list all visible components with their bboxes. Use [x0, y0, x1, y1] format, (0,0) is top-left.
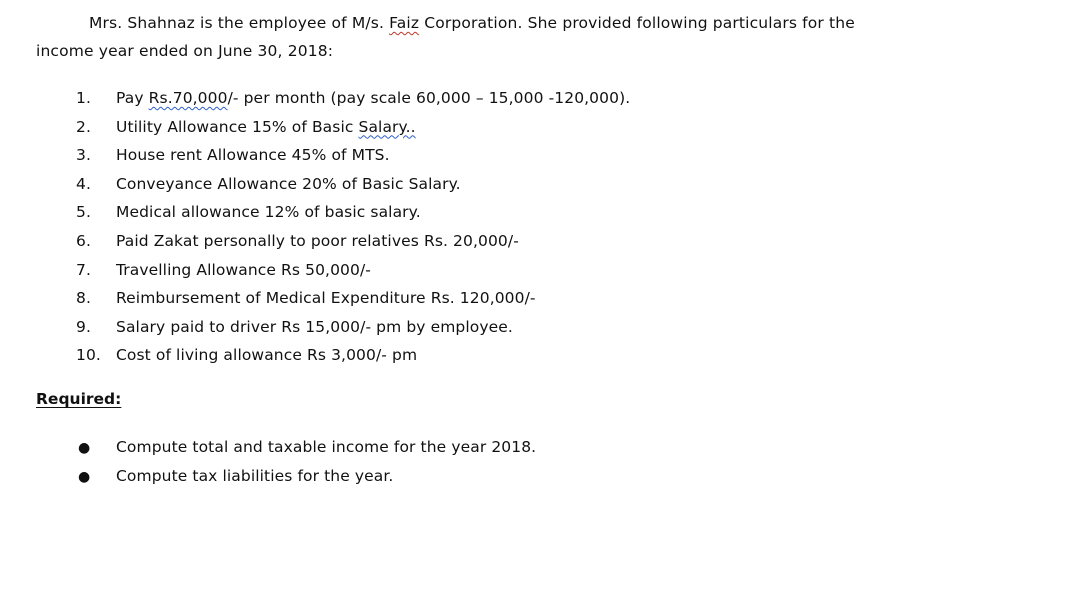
particular-item — [76, 170, 630, 199]
intro-line-1 — [36, 9, 1076, 37]
item-text: Travelling Allowance Rs 50,000/- — [116, 260, 371, 279]
item-text: Medical allowance 12% of basic salary. — [116, 203, 421, 222]
item-number: 9. — [76, 317, 91, 336]
particular-item — [76, 227, 630, 256]
grammar-flagged-text[interactable]: Salary.. — [358, 117, 416, 136]
required-item — [76, 462, 536, 491]
required-item-text: Compute tax liabilities for the year. — [116, 467, 394, 485]
item-text: Conveyance Allowance 20% of Basic Salary. — [116, 174, 461, 193]
item-number: 3. — [76, 146, 91, 165]
item-text: Cost of living allowance Rs 3,000/- pm — [116, 346, 418, 365]
item-text: Salary paid to driver Rs 15,000/- pm by employee. — [116, 317, 513, 336]
item-number: 2. — [76, 117, 91, 136]
intro-text: Mrs. Shahnaz is the employee of M/s. — [89, 14, 390, 32]
particular-item — [76, 256, 630, 285]
item-text: Pay — [116, 89, 149, 107]
particular-item — [76, 113, 630, 142]
intro-paragraph — [36, 9, 1076, 65]
item-text: House rent Allowance 45% of MTS. — [116, 146, 390, 165]
particular-item — [76, 341, 630, 370]
intro-line-2: income year ended on June 30, 2018: — [36, 42, 334, 60]
item-text: Paid Zakat personally to poor relatives Rs. 20,000/- — [116, 231, 519, 250]
particular-item — [76, 313, 630, 342]
particular-item — [76, 141, 630, 170]
item-number: 4. — [76, 174, 91, 193]
grammar-flagged-text[interactable]: Rs.70,000 — [148, 89, 228, 107]
item-number: 7. — [76, 260, 91, 279]
required-list — [76, 433, 536, 491]
bullet-icon: ● — [78, 469, 91, 485]
particular-item — [76, 284, 630, 313]
item-number: 6. — [76, 231, 91, 250]
item-text: /- per month (pay scale 60,000 – 15,000 -120,000). — [227, 89, 631, 107]
required-item — [76, 433, 536, 462]
bullet-icon: ● — [78, 440, 91, 456]
spelling-flagged-word[interactable]: Faiz — [389, 14, 420, 32]
item-text: Reimbursement of Medical Expenditure Rs. 120,000/- — [116, 289, 536, 308]
required-item-text: Compute total and taxable income for the year 2018. — [116, 438, 537, 456]
particular-item — [76, 84, 630, 113]
item-text: Utility Allowance 15% of Basic — [116, 117, 359, 136]
required-heading: Required: — [36, 390, 122, 408]
particulars-list — [76, 84, 630, 370]
particular-item — [76, 198, 630, 227]
item-number: 10. — [76, 346, 101, 365]
item-number: 5. — [76, 203, 91, 222]
item-number: 1. — [76, 89, 91, 107]
item-number: 8. — [76, 289, 91, 308]
intro-text: Corporation. She provided following particulars for the — [419, 14, 855, 32]
